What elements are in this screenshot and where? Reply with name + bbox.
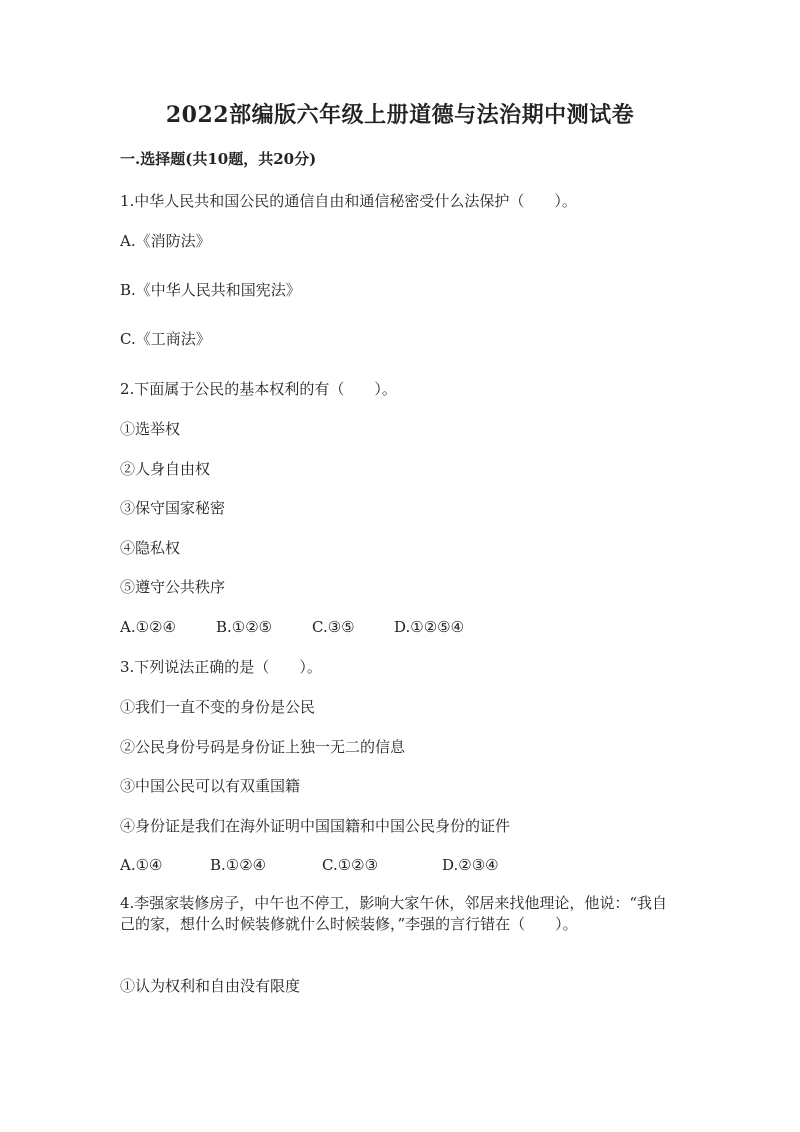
page-title: 2022部编版六年级上册道德与法治期中测试卷 <box>165 102 635 128</box>
question-2-item: ⑤遵守公共秩序 <box>120 578 226 596</box>
question-3-option-d: D.②③④ <box>442 856 499 874</box>
question-3-item: ①我们一直不变的身份是公民 <box>120 698 316 716</box>
question-2-item: ②人身自由权 <box>120 460 211 478</box>
question-3-options <box>120 856 499 874</box>
question-3-option-a: A.①④ <box>120 856 163 874</box>
question-3-item: ④身份证是我们在海外证明中国国籍和中国公民身份的证件 <box>120 817 511 835</box>
question-4-stem: 4.李强家装修房子，中午也不停工，影响大家午休，邻居来找他理论，他说：“我自己的家，想什么时候装修就什么时候装修，”李强的言行错在（ ）。 <box>120 894 667 933</box>
question-2-item: ①选举权 <box>120 420 181 438</box>
question-2-option-b: B.①②⑤ <box>216 618 273 636</box>
question-4-item: ①认为权利和自由没有限度 <box>120 977 301 995</box>
question-2-option-c: C.③⑤ <box>312 618 355 636</box>
question-3-stem: 3.下列说法正确的是（ ）。 <box>120 658 322 676</box>
question-1-option-c: C.《工商法》 <box>120 330 211 348</box>
question-2-options <box>120 618 464 636</box>
question-1-option-b: B.《中华人民共和国宪法》 <box>120 281 301 299</box>
question-2-item: ③保守国家秘密 <box>120 499 226 517</box>
question-1-stem: 1.中华人民共和国公民的通信自由和通信秘密受什么法保护（ ）。 <box>120 192 577 210</box>
question-3-item: ②公民身份号码是身份证上独一无二的信息 <box>120 738 406 756</box>
question-2-option-d: D.①②⑤④ <box>394 618 465 636</box>
question-2-item: ④隐私权 <box>120 539 181 557</box>
question-3-option-b: B.①②④ <box>210 856 267 874</box>
section-heading: 一.选择题(共10题，共20分) <box>120 150 317 168</box>
question-2-stem: 2.下面属于公民的基本权利的有（ ）。 <box>120 380 397 398</box>
question-3-item: ③中国公民可以有双重国籍 <box>120 777 301 795</box>
question-2-option-a: A.①②④ <box>120 618 176 636</box>
question-3-option-c: C.①②③ <box>322 856 379 874</box>
question-1-option-a: A.《消防法》 <box>120 232 211 250</box>
